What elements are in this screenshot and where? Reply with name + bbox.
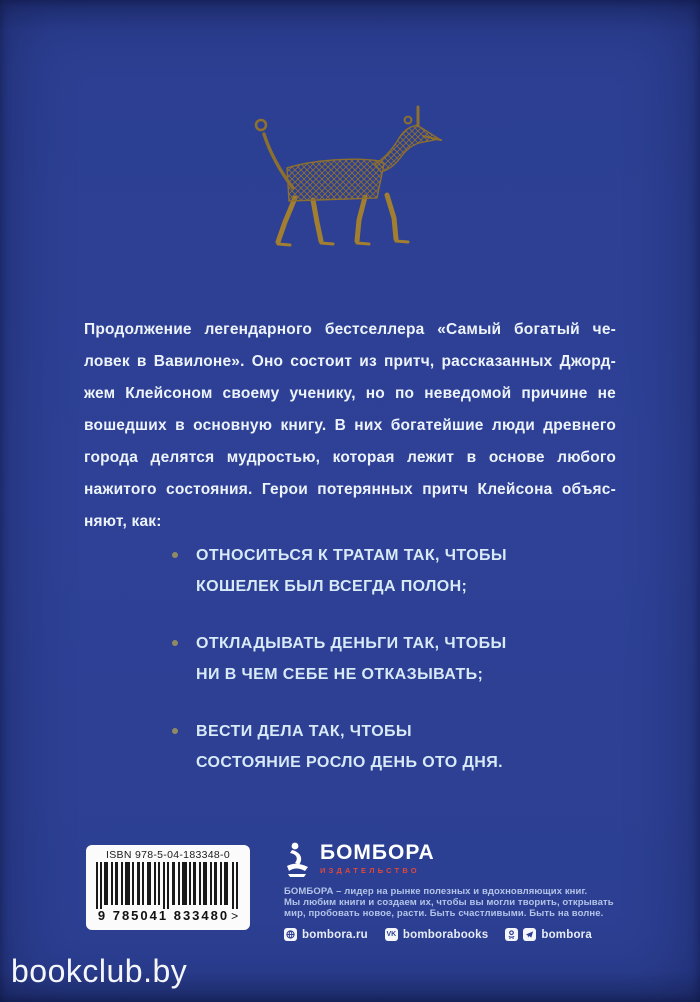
telegram-icon — [523, 928, 536, 941]
publisher-subtitle: ИЗДАТЕЛЬСТВО — [320, 866, 420, 875]
social-links-group — [505, 928, 592, 941]
description-line: жем Клейсоном своему ученику, но по неведомой причине не — [84, 385, 616, 402]
key-points-list — [178, 540, 528, 804]
description-line: города делятся мудростью, которая лежит в основе любого — [84, 449, 616, 466]
publisher-name: БОМБОРА — [320, 841, 435, 864]
list-item-text: ВЕСТИ ДЕЛА ТАК, ЧТОБЫ — [196, 723, 413, 740]
social-label: bombora — [541, 928, 592, 941]
barcode-panel — [86, 845, 250, 930]
babylonian-dragon-illustration — [247, 98, 459, 253]
vk-icon: VK — [385, 928, 398, 941]
ean-digits: 9 785041 833480 — [97, 908, 230, 923]
ok-icon — [505, 928, 518, 941]
globe-icon — [284, 928, 297, 941]
description-line: нажитого состояния. Герои потерянных притч Клейсона объяс- — [84, 481, 616, 498]
publisher-social-row — [284, 928, 614, 941]
ean-suffix: > — [231, 908, 239, 923]
description-line: ловек в Вавилоне». Оно состоит из притч, рассказанных Джорд- — [84, 353, 616, 370]
bombora-surfer-icon — [284, 841, 311, 877]
publisher-block — [284, 841, 614, 941]
vk-label: bomborabooks — [402, 928, 489, 941]
bullet-dot-icon — [172, 728, 178, 734]
publisher-logo — [284, 841, 614, 877]
bullet-dot-icon — [172, 640, 178, 646]
publisher-tagline — [284, 886, 614, 919]
description-line: няют, как: — [84, 513, 162, 530]
website-label: bombora.ru — [302, 928, 368, 941]
bullet-dot-icon — [172, 552, 178, 558]
tagline-line: БОМБОРА – лидер на рынке полезных и вдохновляющих книг. — [284, 886, 588, 897]
tagline-line: Мы любим книги и создаем их, чтобы вы могли творить, открывать — [284, 897, 614, 908]
description-line: Продолжение легендарного бестселлера «Самый богатый че- — [84, 321, 616, 338]
isbn-label: ISBN 978-5-04-183348-0 — [106, 849, 230, 861]
website-link — [284, 928, 368, 941]
list-item-text: ОТНОСИТЬСЯ К ТРАТАМ ТАК, ЧТОБЫ — [196, 547, 507, 564]
bookclub-watermark: bookclub.by — [11, 953, 188, 989]
list-item-text: ОТКЛАДЫВАТЬ ДЕНЬГИ ТАК, ЧТОБЫ — [196, 635, 507, 652]
list-item — [178, 540, 528, 602]
list-item — [178, 716, 528, 778]
vk-link — [385, 928, 488, 941]
list-item — [178, 628, 528, 690]
book-description — [84, 314, 616, 538]
tagline-line: мир, пробовать новое, расти. Быть счастливыми. Быть на волне. — [284, 908, 604, 919]
list-item-text: СОСТОЯНИЕ РОСЛО ДЕНЬ ОТО ДНЯ. — [196, 754, 503, 771]
ean-barcode — [94, 862, 242, 909]
list-item-text: КОШЕЛЕК БЫЛ ВСЕГДА ПОЛОН; — [196, 578, 468, 595]
description-line: вошедших в основную книгу. В них богатейшие люди древнего — [84, 417, 616, 434]
list-item-text: НИ В ЧЕМ СЕБЕ НЕ ОТКАЗЫВАТЬ; — [196, 666, 484, 683]
